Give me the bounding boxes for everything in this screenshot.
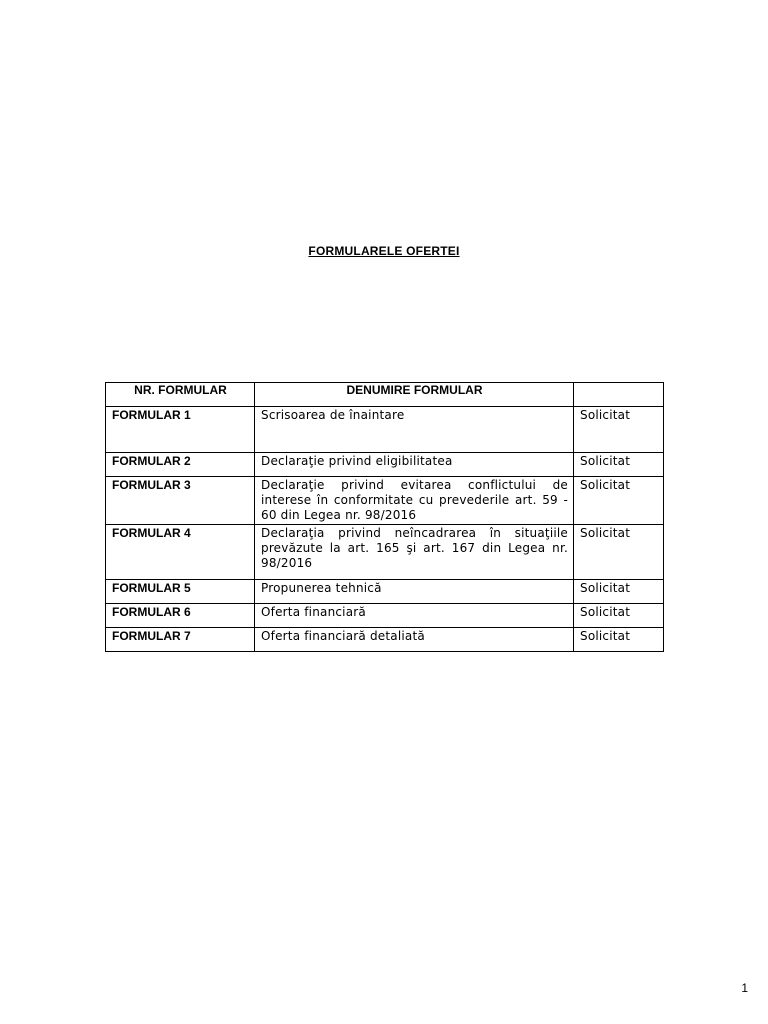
table-row <box>106 453 664 477</box>
table-header-row <box>106 383 664 407</box>
row-name: Oferta financiară detaliată <box>255 628 574 652</box>
table-row <box>106 477 664 525</box>
row-status: Solicitat <box>574 628 664 652</box>
row-nr: FORMULAR 2 <box>106 453 255 477</box>
table-row <box>106 525 664 580</box>
row-name: Propunerea tehnică <box>255 580 574 604</box>
row-nr: FORMULAR 7 <box>106 628 255 652</box>
row-name: Declaraţie privind evitarea conflictului de interese în conformitate cu prevederile art. 59 - 60 din Legea nr. 98/2016 <box>255 477 574 525</box>
row-status: Solicitat <box>574 477 664 525</box>
table-row <box>106 580 664 604</box>
row-name: Declaraţia privind neîncadrarea în situaţiile prevăzute la art. 165 şi art. 167 din Legea nr. 98/2016 <box>255 525 574 580</box>
page-title: FORMULARELE OFERTEI <box>308 244 460 258</box>
row-nr: FORMULAR 6 <box>106 604 255 628</box>
header-status <box>574 383 664 407</box>
table-row <box>106 628 664 652</box>
table-row <box>106 604 664 628</box>
row-nr: FORMULAR 3 <box>106 477 255 525</box>
row-name: Scrisoarea de înaintare <box>255 407 574 453</box>
row-status: Solicitat <box>574 453 664 477</box>
table-row <box>106 407 664 453</box>
row-status: Solicitat <box>574 525 664 580</box>
row-status: Solicitat <box>574 580 664 604</box>
page-number: 1 <box>741 981 748 995</box>
header-denumire-formular: DENUMIRE FORMULAR <box>255 383 574 407</box>
row-status: Solicitat <box>574 604 664 628</box>
row-nr: FORMULAR 4 <box>106 525 255 580</box>
row-nr: FORMULAR 5 <box>106 580 255 604</box>
row-name: Oferta financiară <box>255 604 574 628</box>
row-name: Declaraţie privind eligibilitatea <box>255 453 574 477</box>
header-nr-formular: NR. FORMULAR <box>106 383 255 407</box>
row-status: Solicitat <box>574 407 664 453</box>
forms-table <box>105 382 664 652</box>
row-nr: FORMULAR 1 <box>106 407 255 453</box>
